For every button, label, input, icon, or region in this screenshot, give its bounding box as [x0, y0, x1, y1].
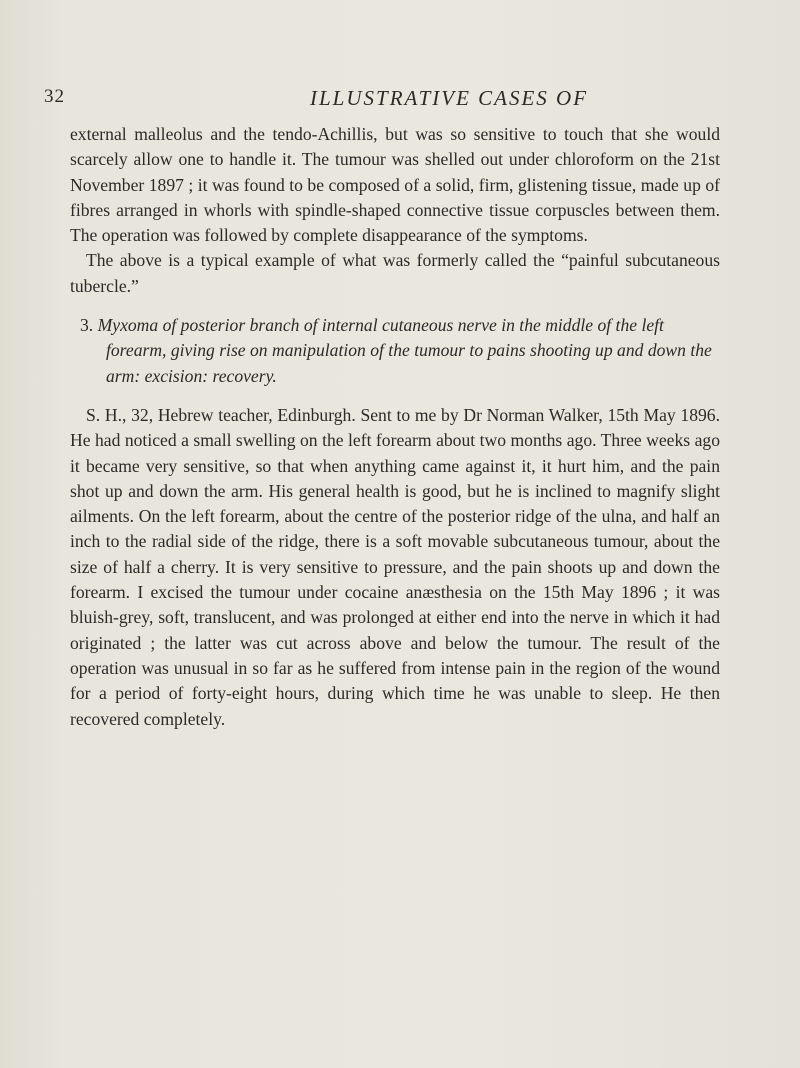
case-3-title: Myxoma of posterior branch of internal cutaneous nerve in the middle of the left forearm, giving rise on manipulation of the tumour to pains shooting up and down the arm: excision: recovery.: [97, 315, 712, 386]
case-3-heading: [70, 313, 720, 389]
case-3-number: 3.: [80, 315, 94, 336]
page-number: 32: [44, 86, 65, 107]
running-head: ILLUSTRATIVE CASES OF: [310, 86, 589, 110]
paragraph-case-2-continued: external malleolus and the tendo-Achillis, but was so sensitive to touch that she would scarcely allow one to handle it. The tumour was shelled out under chloroform on the 21st November 1897 ; it was found to be composed of a solid, firm, glistening tissue, made up of fibres arranged in whorls with spindle-shaped connective tissue corpuscles between them. The operation was followed by complete disappearance of the symptoms.: [70, 124, 720, 246]
paragraph-case-3-history: S. H., 32, Hebrew teacher, Edinburgh. Sent to me by Dr Norman Walker, 15th May 1896. He had noticed a small swelling on the left forearm about two months ago. Three weeks ago it became very sensitive, so that when anything came against it, it hurt him, and the pain shot up and down the arm. His general health is good, but he is inclined to magnify slight ailments. On the left forearm, about the centre of the posterior ridge of the ulna, and half an inch to the radial side of the ridge, there is a soft movable subcutaneous tumour, about the size of half a cherry. It is very sensitive to pressure, and the pain shoots up and down the forearm. I excised the tumour under cocaine anæsthesia on the 15th May 1896 ; it was bluish-grey, soft, translucent, and was prolonged at either end into the nerve in which it had originated ; the latter was cut across above and below the tumour. The result of the operation was unusual in so far as he suffered from intense pain in the region of the wound for a period of forty-eight hours, during which time he was unable to sleep. He then recovered completely.: [70, 404, 720, 729]
body-text: [70, 122, 720, 732]
page-header: [0, 86, 800, 116]
paragraph-case-2-comment: The above is a typical example of what was formerly called the “painful subcutaneous tubercle.”: [70, 250, 720, 296]
